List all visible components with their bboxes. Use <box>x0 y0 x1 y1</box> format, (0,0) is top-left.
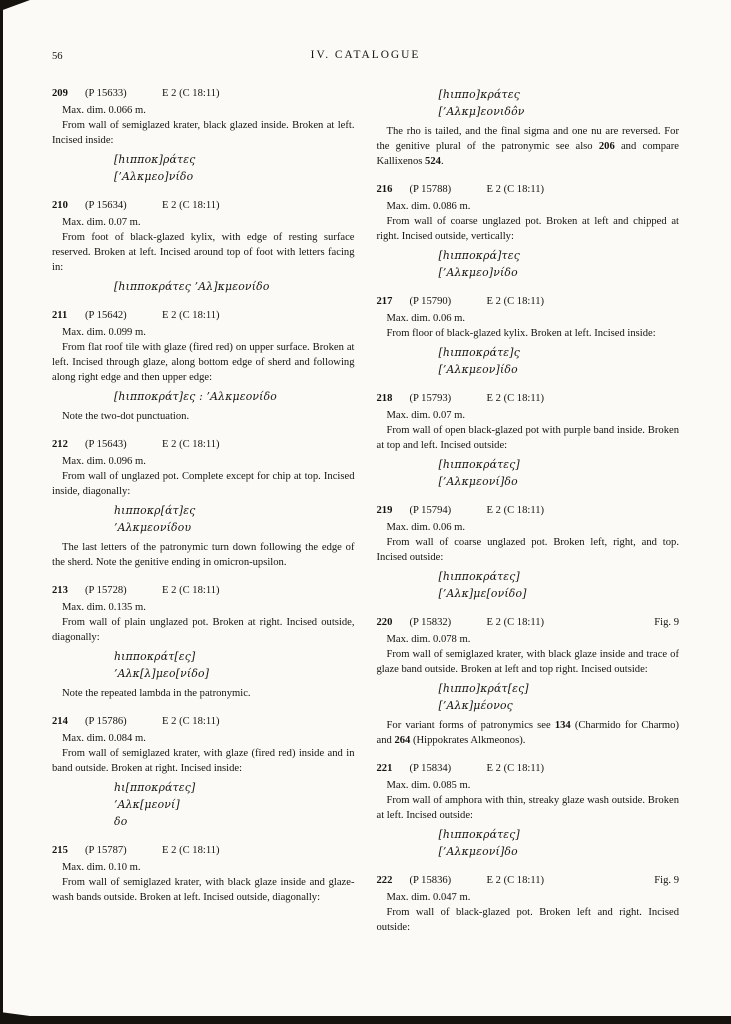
entry-note <box>377 124 680 169</box>
greek-inscription-line: [hιπποκράτε]ς <box>438 346 520 359</box>
max-dimension: Max. dim. 0.086 m. <box>386 201 471 212</box>
greek-inscription-line: δο <box>114 815 128 828</box>
entry-number: 222 <box>376 875 393 886</box>
greek-inscription-line: [hιπποκράτες] <box>438 458 520 471</box>
catalogue-entry-209 <box>52 86 355 185</box>
entry-heading <box>52 843 355 858</box>
greek-inscription-line: [hιπποκράτες] <box>438 570 520 583</box>
text-segment: (Charmido for Charmo) and <box>376 720 679 746</box>
max-dimension: Max. dim. 0.10 m. <box>62 862 141 873</box>
deposit-designation: E 2 (C 18:11) <box>162 585 220 596</box>
entry-number: 220 <box>376 617 393 628</box>
catalogue-entry-222 <box>377 873 680 935</box>
catalogue-entry-220 <box>377 615 680 748</box>
greek-inscription-line: [hιππο]κράτ[ες] <box>438 682 529 695</box>
entry-number: 217 <box>376 296 393 307</box>
greek-inscription-line: [’Αλκ]με[ονίδο] <box>438 587 527 600</box>
entry-number: 211 <box>52 310 68 321</box>
inventory-number: (P 15793) <box>409 393 452 404</box>
greek-inscription <box>114 278 355 295</box>
entry-heading <box>52 583 355 598</box>
catalogue-entry-216 <box>377 182 680 281</box>
max-dimension: Max. dim. 0.135 m. <box>62 602 146 613</box>
running-header: IV. CATALOGUE <box>310 49 421 61</box>
entry-number: 209 <box>52 88 68 99</box>
entry-heading <box>52 437 355 452</box>
greek-inscription <box>114 648 355 682</box>
greek-inscription <box>439 344 680 378</box>
max-dimension: Max. dim. 0.06 m. <box>386 313 466 324</box>
cross-reference-number: 264 <box>394 735 411 746</box>
greek-inscription-line: [hιπποκρά]τες <box>438 249 520 262</box>
text-segment: (Hippokrates Alkmeonos). <box>410 735 526 746</box>
catalogue-entry-217 <box>377 294 680 378</box>
entry-description: From wall of semiglazed krater, with glaze (fired red) inside and in band outside. Broken at right. Incised inside: <box>52 748 355 774</box>
inventory-number: (P 15790) <box>409 296 452 307</box>
entry-description: From wall of black-glazed pot. Broken left and right. Incised outside: <box>376 907 679 933</box>
greek-inscription-line: [’Αλκμεο]νίδο <box>438 266 518 279</box>
deposit-designation: E 2 (C 18:11) <box>486 296 545 307</box>
inventory-number: (P 15832) <box>409 617 452 628</box>
scan-edge-shadow-left <box>0 0 3 1013</box>
deposit-designation: E 2 (C 18:11) <box>486 184 545 195</box>
greek-inscription <box>439 247 680 281</box>
entry-number: 212 <box>52 439 68 450</box>
inventory-number: (P 15634) <box>85 200 127 211</box>
deposit-designation: E 2 (C 18:11) <box>486 763 545 774</box>
greek-inscription-line: [hιππο]κράτες <box>438 88 520 101</box>
deposit-designation: E 2 (C 18:11) <box>486 875 545 886</box>
inventory-number: (P 15834) <box>409 763 452 774</box>
entry-description: From wall of semiglazed krater, with black glaze inside and trace of glaze band outside. Broken at left and top right. Incised outside: <box>376 649 679 675</box>
greek-inscription-line: [’Αλκμεον]ίδο <box>438 363 518 376</box>
entry-heading <box>377 761 680 776</box>
entry-number: 214 <box>52 716 68 727</box>
greek-inscription-line: [hιπποκράτες] <box>438 828 520 841</box>
deposit-designation: E 2 (C 18:11) <box>486 393 545 404</box>
deposit-designation: E 2 (C 18:11) <box>486 617 545 628</box>
figure-reference: Fig. 9 <box>654 875 679 886</box>
greek-inscription-line: [hιπποκράτες ’Αλ]κμεονίδο <box>114 280 270 293</box>
entry-number: 210 <box>52 200 68 211</box>
entry-description: From wall of amphora with thin, streaky glaze wash outside. Broken at left. Incised outside: <box>376 795 679 821</box>
entry-note: Note the two-dot punctuation. <box>62 411 190 422</box>
entry-note <box>377 718 680 748</box>
greek-inscription <box>114 151 355 185</box>
entry-heading <box>377 391 680 406</box>
inventory-number: (P 15643) <box>85 439 127 450</box>
catalogue-entry-218 <box>377 391 680 490</box>
entry-description: From foot of black-glazed kylix, with edge of resting surface reserved. Broken at left. Incised around top of foot with letters facing in: <box>52 232 355 273</box>
greek-inscription-line: [hιπποκ]ράτες <box>114 153 196 166</box>
figure-reference: Fig. 9 <box>654 617 679 628</box>
entry-description: From wall of coarse unglazed pot. Broken at left and chipped at right. Incised outside, vertically: <box>376 216 679 242</box>
greek-inscription-line: [’Αλκ]μέονος <box>438 699 513 712</box>
greek-inscription-line: [’Αλκμεονί]δο <box>438 475 518 488</box>
catalogue-entry-212 <box>52 437 355 570</box>
greek-inscription-line: [hιπποκράτ]ες : ’Αλκμεονίδο <box>114 390 277 403</box>
cross-reference-number: 206 <box>598 141 615 152</box>
inventory-number: (P 15788) <box>409 184 452 195</box>
catalogue-entry-211 <box>52 308 355 424</box>
greek-inscription <box>439 680 680 714</box>
entry-number: 218 <box>376 393 393 404</box>
entry-description: From flat roof tile with glaze (fired red) on upper surface. Broken at left. Incised through glaze, along bottom edge of sherd and following along right edge and then upper edge: <box>52 342 355 383</box>
max-dimension: Max. dim. 0.07 m. <box>62 217 141 228</box>
text-segment: . <box>440 156 444 167</box>
inventory-number: (P 15728) <box>85 585 127 596</box>
max-dimension: Max. dim. 0.084 m. <box>62 733 146 744</box>
max-dimension: Max. dim. 0.066 m. <box>62 105 146 116</box>
entry-description: From wall of plain unglazed pot. Broken at right. Incised outside, diagonally: <box>52 617 355 643</box>
greek-inscription <box>114 502 355 536</box>
entry-number: 213 <box>52 585 68 596</box>
greek-inscription-line: [’Αλκμεονί]δο <box>438 845 518 858</box>
deposit-designation: E 2 (C 18:11) <box>162 845 220 856</box>
inventory-number: (P 15787) <box>85 845 127 856</box>
greek-inscription-line: hι[πποκράτες] <box>114 781 196 794</box>
entry-heading <box>377 873 680 888</box>
max-dimension: Max. dim. 0.06 m. <box>386 522 466 533</box>
deposit-designation: E 2 (C 18:11) <box>162 310 220 321</box>
greek-inscription <box>114 779 355 830</box>
deposit-designation: E 2 (C 18:11) <box>162 716 220 727</box>
deposit-designation: E 2 (C 18:11) <box>486 505 545 516</box>
max-dimension: Max. dim. 0.085 m. <box>386 780 471 791</box>
inventory-number: (P 15786) <box>85 716 127 727</box>
text-segment: For variant forms of patronymics see <box>386 720 555 731</box>
entry-heading <box>52 198 355 213</box>
entry-215-continuation <box>377 86 680 169</box>
scan-edge-shadow-bottom <box>0 1016 731 1024</box>
greek-inscription-line: [’Αλκμ]εονιδôν <box>438 105 525 118</box>
entry-heading <box>377 182 680 197</box>
max-dimension: Max. dim. 0.099 m. <box>62 327 146 338</box>
catalogue-entry-210 <box>52 198 355 295</box>
entry-description: From wall of semiglazed krater, black glazed inside. Broken at left. Incised inside: <box>52 120 355 146</box>
page-header-row <box>52 48 679 64</box>
entry-number: 216 <box>376 184 393 195</box>
catalogue-entry-215 <box>52 843 355 905</box>
max-dimension: Max. dim. 0.096 m. <box>62 456 146 467</box>
max-dimension: Max. dim. 0.07 m. <box>386 410 466 421</box>
greek-inscription-line: ’Αλκμεονίδου <box>114 521 192 534</box>
greek-inscription-line: ’Αλκ[μεονί] <box>114 798 180 811</box>
right-column <box>377 86 680 948</box>
entry-heading <box>377 503 680 518</box>
entry-heading <box>52 86 355 101</box>
text-segment: and compare Kallixenos <box>376 141 679 167</box>
inventory-number: (P 15836) <box>409 875 452 886</box>
entry-description: From wall of coarse unglazed pot. Broken left, right, and top. Incised outside: <box>376 537 679 563</box>
two-column-layout <box>52 86 679 948</box>
inventory-number: (P 15642) <box>85 310 127 321</box>
entry-note: The last letters of the patronymic turn down following the edge of the sherd. Note the genitive ending in omicron-upsilon. <box>52 542 355 568</box>
entry-heading <box>52 308 355 323</box>
greek-inscription <box>439 568 680 602</box>
entry-number: 219 <box>376 505 393 516</box>
greek-inscription-line: [’Αλκμεο]νίδο <box>114 170 194 183</box>
greek-inscription <box>439 456 680 490</box>
entry-heading <box>377 294 680 309</box>
catalogue-entry-214 <box>52 714 355 830</box>
deposit-designation: E 2 (C 18:11) <box>162 200 220 211</box>
max-dimension: Max. dim. 0.047 m. <box>386 892 471 903</box>
entry-number: 215 <box>52 845 68 856</box>
greek-inscription <box>439 826 680 860</box>
entry-heading <box>52 714 355 729</box>
entry-note: Note the repeated lambda in the patronymic. <box>62 688 251 699</box>
inventory-number: (P 15633) <box>85 88 127 99</box>
max-dimension: Max. dim. 0.078 m. <box>386 634 471 645</box>
entry-description: From floor of black-glazed kylix. Broken at left. Incised inside: <box>386 328 656 339</box>
deposit-designation: E 2 (C 18:11) <box>162 439 220 450</box>
catalogue-entry-221 <box>377 761 680 860</box>
entry-description: From wall of open black-glazed pot with purple band inside. Broken at top and left. Incised outside: <box>376 425 679 451</box>
left-column <box>52 86 355 948</box>
cross-reference-number: 134 <box>554 720 571 731</box>
greek-inscription <box>439 86 680 120</box>
entry-number: 221 <box>376 763 393 774</box>
greek-inscription-line: hιπποκρ[άτ]ες <box>114 504 196 517</box>
greek-inscription-line: hιπποκράτ[ες] <box>114 650 196 663</box>
entry-description: From wall of semiglazed krater, with black glaze inside and glaze-wash bands outside. Broken at left. Incised outside, diagonally: <box>52 877 355 903</box>
catalogue-entry-219 <box>377 503 680 602</box>
inventory-number: (P 15794) <box>409 505 452 516</box>
page-number: 56 <box>52 51 63 62</box>
entry-heading <box>377 615 680 630</box>
catalogue-entry-213 <box>52 583 355 701</box>
deposit-designation: E 2 (C 18:11) <box>162 88 220 99</box>
text-segment: The rho is tailed, and the final sigma and one nu are reversed. For the genitive plural of the patronymic see also <box>376 126 679 152</box>
greek-inscription <box>114 388 355 405</box>
entry-description: From wall of unglazed pot. Complete except for chip at top. Incised inside, diagonally: <box>52 471 355 497</box>
greek-inscription-line: ’Αλκ[λ]μεο[νίδο] <box>114 667 210 680</box>
cross-reference-number: 524 <box>425 156 441 167</box>
